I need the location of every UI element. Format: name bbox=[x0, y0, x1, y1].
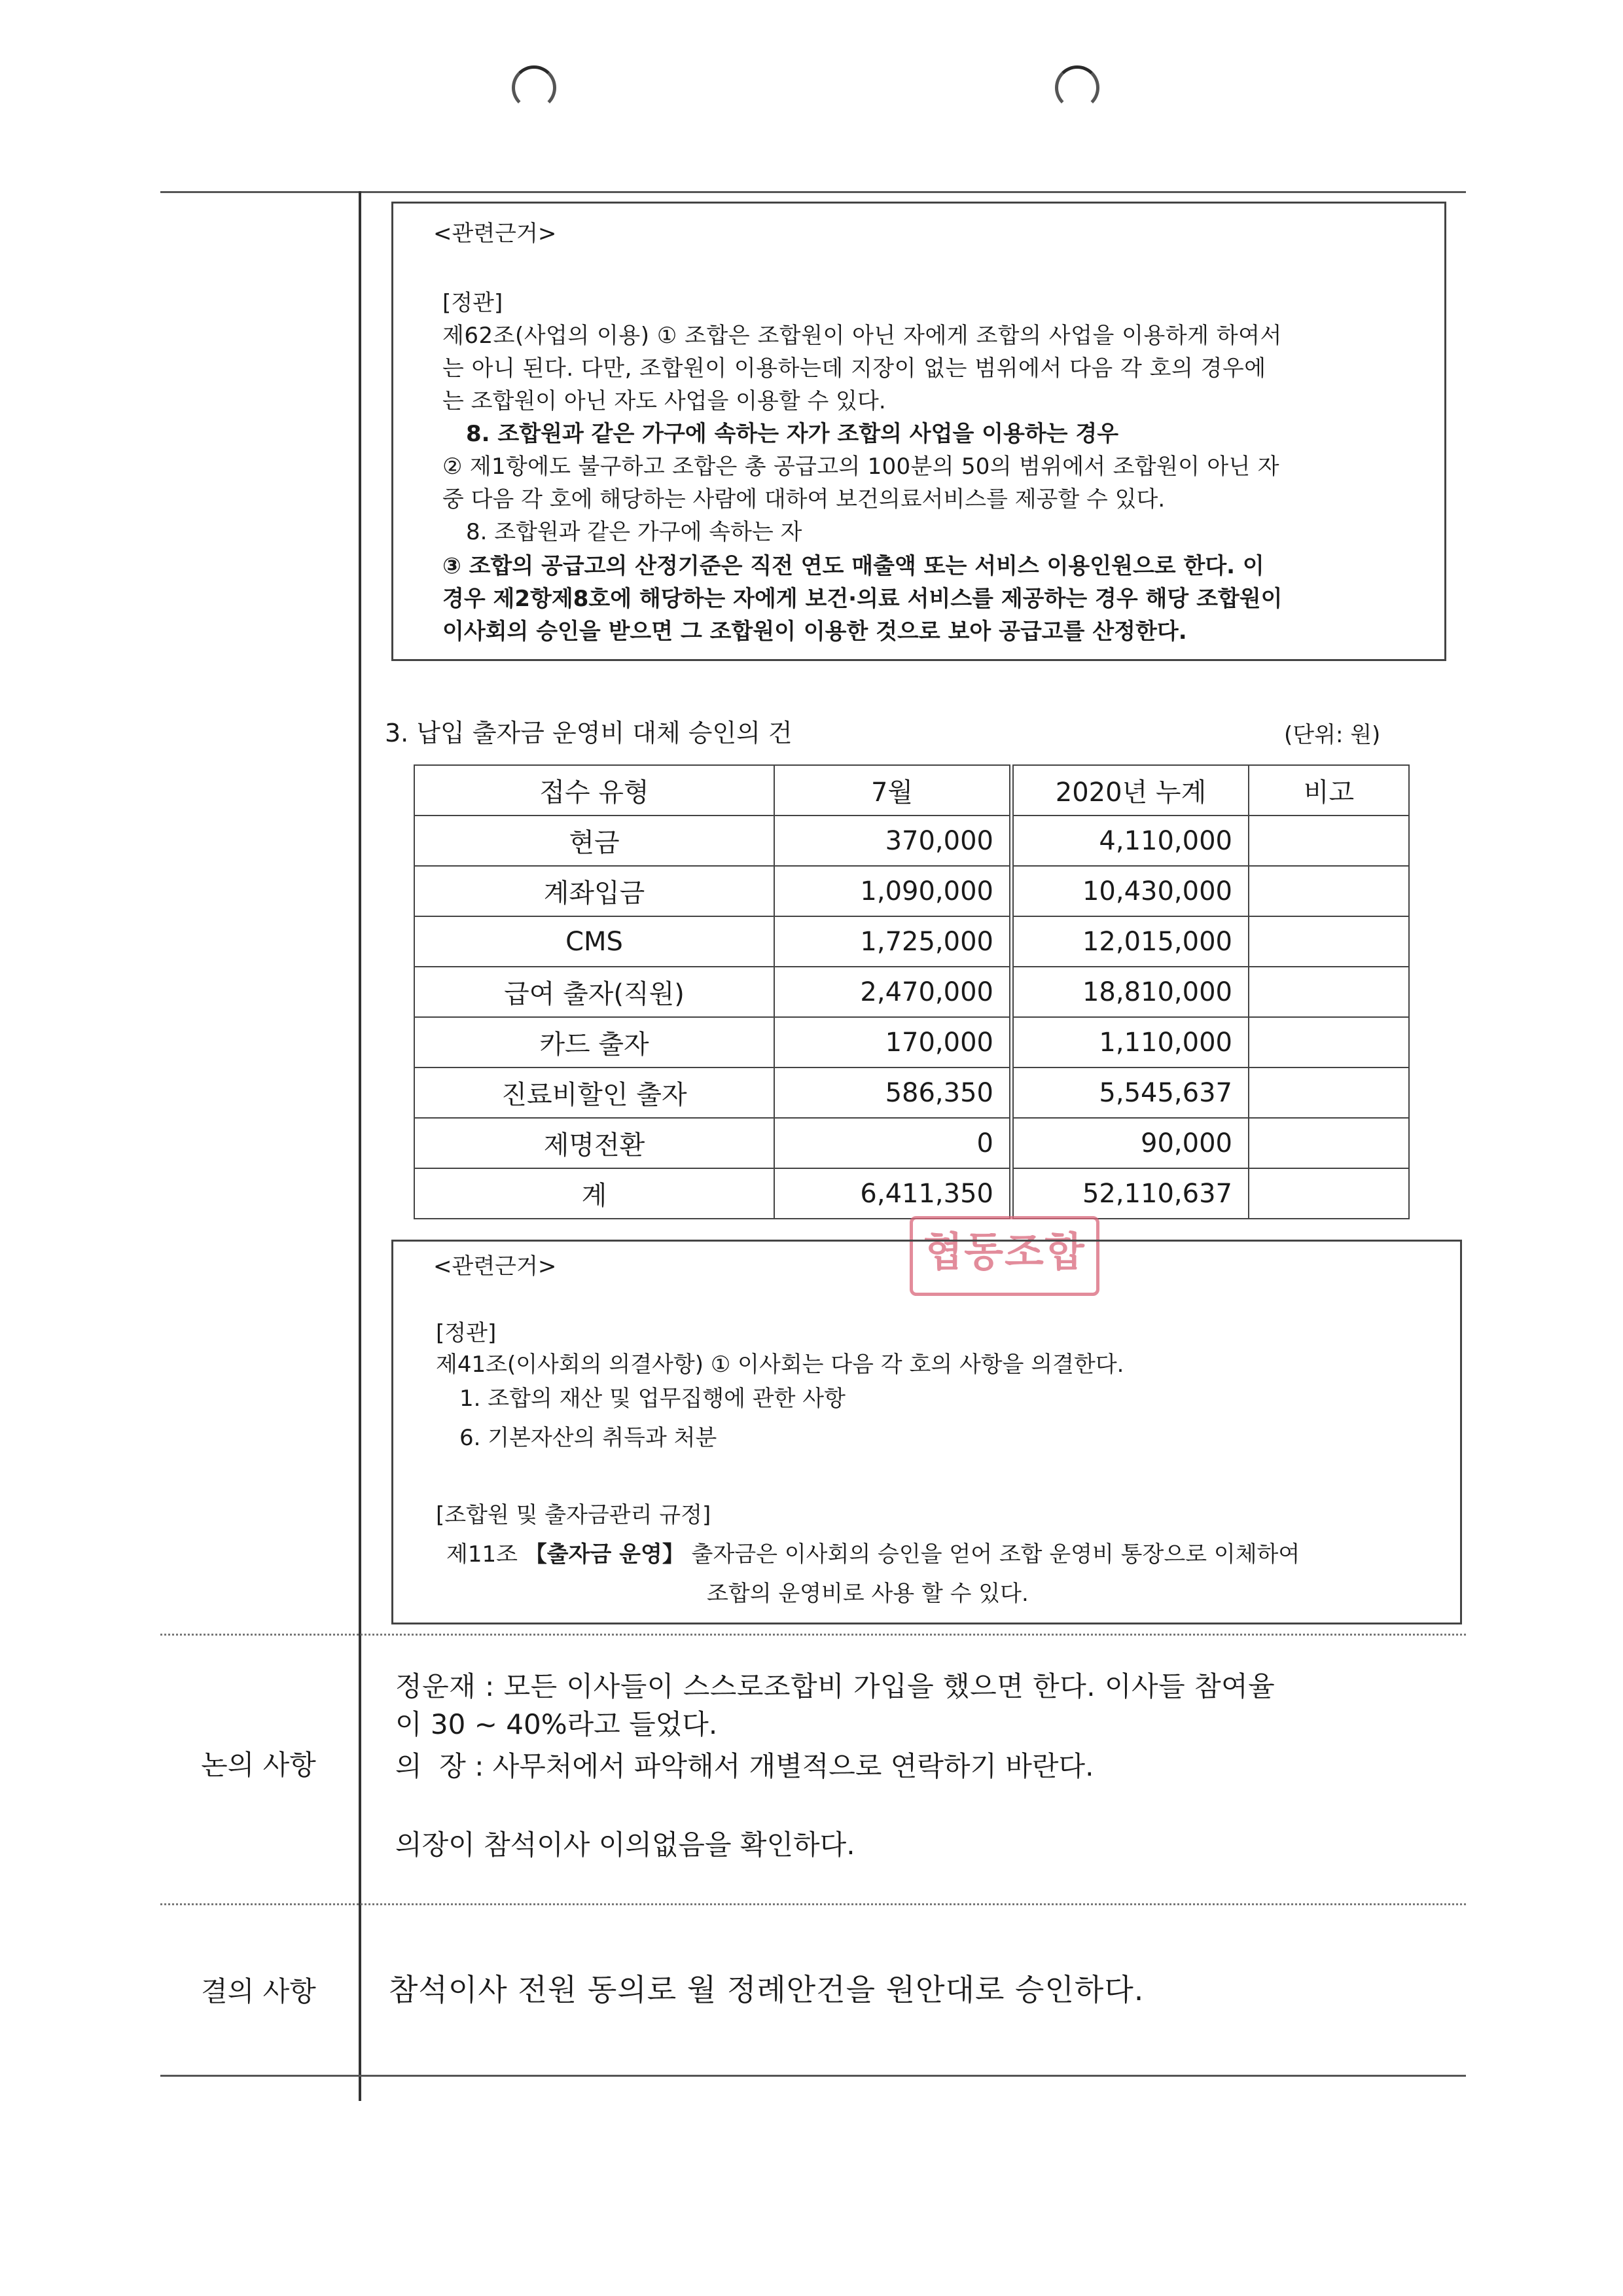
frame-label-divider bbox=[359, 191, 361, 2101]
cell-note bbox=[1249, 1067, 1409, 1118]
cell-type: CMS bbox=[414, 916, 774, 967]
cell-july: 170,000 bbox=[774, 1017, 1012, 1067]
cell-note bbox=[1249, 866, 1409, 916]
bottom-box-reg-label: [조합원 및 출자금관리 규정] bbox=[436, 1502, 711, 1528]
table-total-row bbox=[414, 1168, 1409, 1219]
bottom-box-reg-line-1 bbox=[446, 1538, 1300, 1571]
cell-july: 586,350 bbox=[774, 1067, 1012, 1118]
top-box-line-6: 중 다음 각 호에 해당하는 사람에 대하여 보건의료서비스를 제공할 수 있다. bbox=[442, 486, 1166, 512]
bottom-box-item-1: 1. 조합의 재산 및 업무집행에 관한 사항 bbox=[459, 1386, 846, 1412]
cell-note bbox=[1249, 1017, 1409, 1067]
cell-type: 진료비할인 출자 bbox=[414, 1067, 774, 1118]
top-box-line-5: ② 제1항에도 불구하고 조합은 총 공급고의 100분의 50의 범위에서 조합원이 아닌 자 bbox=[442, 454, 1279, 480]
cell-july: 1,090,000 bbox=[774, 866, 1012, 916]
header-july: 7월 bbox=[774, 765, 1012, 816]
resolution-label: 결의 사항 bbox=[201, 1975, 316, 2007]
frame-divider-resolution bbox=[160, 1903, 1466, 1905]
cell-type: 계 bbox=[414, 1168, 774, 1219]
top-box-line-4: 8. 조합원과 같은 가구에 속하는 자가 조합의 사업을 이용하는 경우 bbox=[466, 421, 1119, 447]
table-row bbox=[414, 967, 1409, 1017]
header-note: 비고 bbox=[1249, 765, 1409, 816]
table-row bbox=[414, 1118, 1409, 1168]
table-row bbox=[414, 866, 1409, 916]
cell-note bbox=[1249, 816, 1409, 866]
cell-note bbox=[1249, 967, 1409, 1017]
cell-ytd: 4,110,000 bbox=[1012, 816, 1249, 866]
cell-july: 1,725,000 bbox=[774, 916, 1012, 967]
section3-title: 3. 납입 출자금 운영비 대체 승인의 건 bbox=[385, 719, 793, 747]
contribution-table bbox=[414, 764, 1410, 1219]
table-row bbox=[414, 1067, 1409, 1118]
punch-hole-right bbox=[1055, 65, 1099, 110]
cell-july: 2,470,000 bbox=[774, 967, 1012, 1017]
cell-ytd: 18,810,000 bbox=[1012, 967, 1249, 1017]
punch-hole-left bbox=[512, 65, 556, 110]
bottom-box-bylaw-label: [정관] bbox=[436, 1320, 497, 1346]
discussion-line-1: 정운재 : 모든 이사들이 스스로조합비 가입을 했으면 한다. 이사들 참여율 bbox=[395, 1670, 1275, 1702]
cell-ytd: 5,545,637 bbox=[1012, 1067, 1249, 1118]
top-box-line-7: 8. 조합원과 같은 가구에 속하는 자 bbox=[466, 519, 802, 545]
top-box-line-1: 제62조(사업의 이용) ① 조합은 조합원이 아닌 자에게 조합의 사업을 이용하게 하여서 bbox=[442, 323, 1282, 349]
top-box-line-10: 이사회의 승인을 받으면 그 조합원이 이용한 것으로 보아 공급고를 산정한다. bbox=[442, 619, 1187, 645]
cell-note bbox=[1249, 916, 1409, 967]
cell-type: 현금 bbox=[414, 816, 774, 866]
frame-divider-discussion bbox=[160, 1634, 1466, 1636]
top-box-line-9: 경우 제2항제8호에 해당하는 자에게 보건·의료 서비스를 제공하는 경우 해당 조합원이 bbox=[442, 586, 1283, 612]
header-ytd: 2020년 누계 bbox=[1012, 765, 1249, 816]
discussion-line-2: 이 30 ~ 40%라고 들었다. bbox=[395, 1708, 718, 1740]
frame-bottom-line bbox=[160, 2075, 1466, 2077]
top-box-bylaw-label: [정관] bbox=[442, 290, 503, 316]
cell-note bbox=[1249, 1168, 1409, 1219]
cell-ytd: 1,110,000 bbox=[1012, 1017, 1249, 1067]
table-row bbox=[414, 916, 1409, 967]
table-row bbox=[414, 1017, 1409, 1067]
top-box-heading: <관련근거> bbox=[433, 221, 557, 247]
cell-type: 급여 출자(직원) bbox=[414, 967, 774, 1017]
resolution-text: 참석이사 전원 동의로 월 정례안건을 원안대로 승인하다. bbox=[389, 1972, 1145, 2007]
section3-unit: (단위: 원) bbox=[1284, 722, 1381, 748]
discussion-line-4: 의장이 참석이사 이의없음을 확인하다. bbox=[395, 1829, 855, 1861]
table-row bbox=[414, 816, 1409, 866]
reg-article-text: 출자금은 이사회의 승인을 얻어 조합 운영비 통장으로 이체하여 bbox=[691, 1541, 1300, 1568]
top-box-line-3: 는 조합원이 아닌 자도 사업을 이용할 수 있다. bbox=[442, 388, 886, 414]
frame-top-line bbox=[160, 191, 1466, 193]
bottom-box-heading: <관련근거> bbox=[433, 1253, 557, 1280]
cell-type: 계좌입금 bbox=[414, 866, 774, 916]
cell-july: 6,411,350 bbox=[774, 1168, 1012, 1219]
cell-type: 제명전환 bbox=[414, 1118, 774, 1168]
cell-note bbox=[1249, 1118, 1409, 1168]
discussion-label: 논의 사항 bbox=[201, 1749, 316, 1781]
cell-ytd: 52,110,637 bbox=[1012, 1168, 1249, 1219]
bottom-box-reg-line-2: 조합의 운영비로 사용 할 수 있다. bbox=[707, 1581, 1029, 1607]
bottom-box-line-1: 제41조(이사회의 의결사항) ① 이사회는 다음 각 호의 사항을 의결한다. bbox=[436, 1352, 1124, 1378]
table-header-row bbox=[414, 765, 1409, 816]
cell-type: 카드 출자 bbox=[414, 1017, 774, 1067]
header-type: 접수 유형 bbox=[414, 765, 774, 816]
top-box-line-8: ③ 조합의 공급고의 산정기준은 직전 연도 매출액 또는 서비스 이용인원으로 한다. 이 bbox=[442, 553, 1264, 579]
cell-july: 370,000 bbox=[774, 816, 1012, 866]
top-box-line-2: 는 아니 된다. 다만, 조합원이 이용하는데 지장이 없는 범위에서 다음 각 호의 경우에 bbox=[442, 355, 1266, 382]
cell-ytd: 90,000 bbox=[1012, 1118, 1249, 1168]
cell-ytd: 12,015,000 bbox=[1012, 916, 1249, 967]
discussion-line-3: 의 장 : 사무처에서 파악해서 개별적으로 연락하기 바란다. bbox=[395, 1750, 1094, 1782]
reg-article-number: 제11조 bbox=[446, 1541, 518, 1568]
cell-ytd: 10,430,000 bbox=[1012, 866, 1249, 916]
reg-article-title: 【출자금 운영】 bbox=[524, 1541, 685, 1568]
bottom-box-item-6: 6. 기본자산의 취득과 처분 bbox=[459, 1425, 717, 1451]
cell-july: 0 bbox=[774, 1118, 1012, 1168]
seal-stamp: 협동조합 bbox=[910, 1216, 1099, 1296]
